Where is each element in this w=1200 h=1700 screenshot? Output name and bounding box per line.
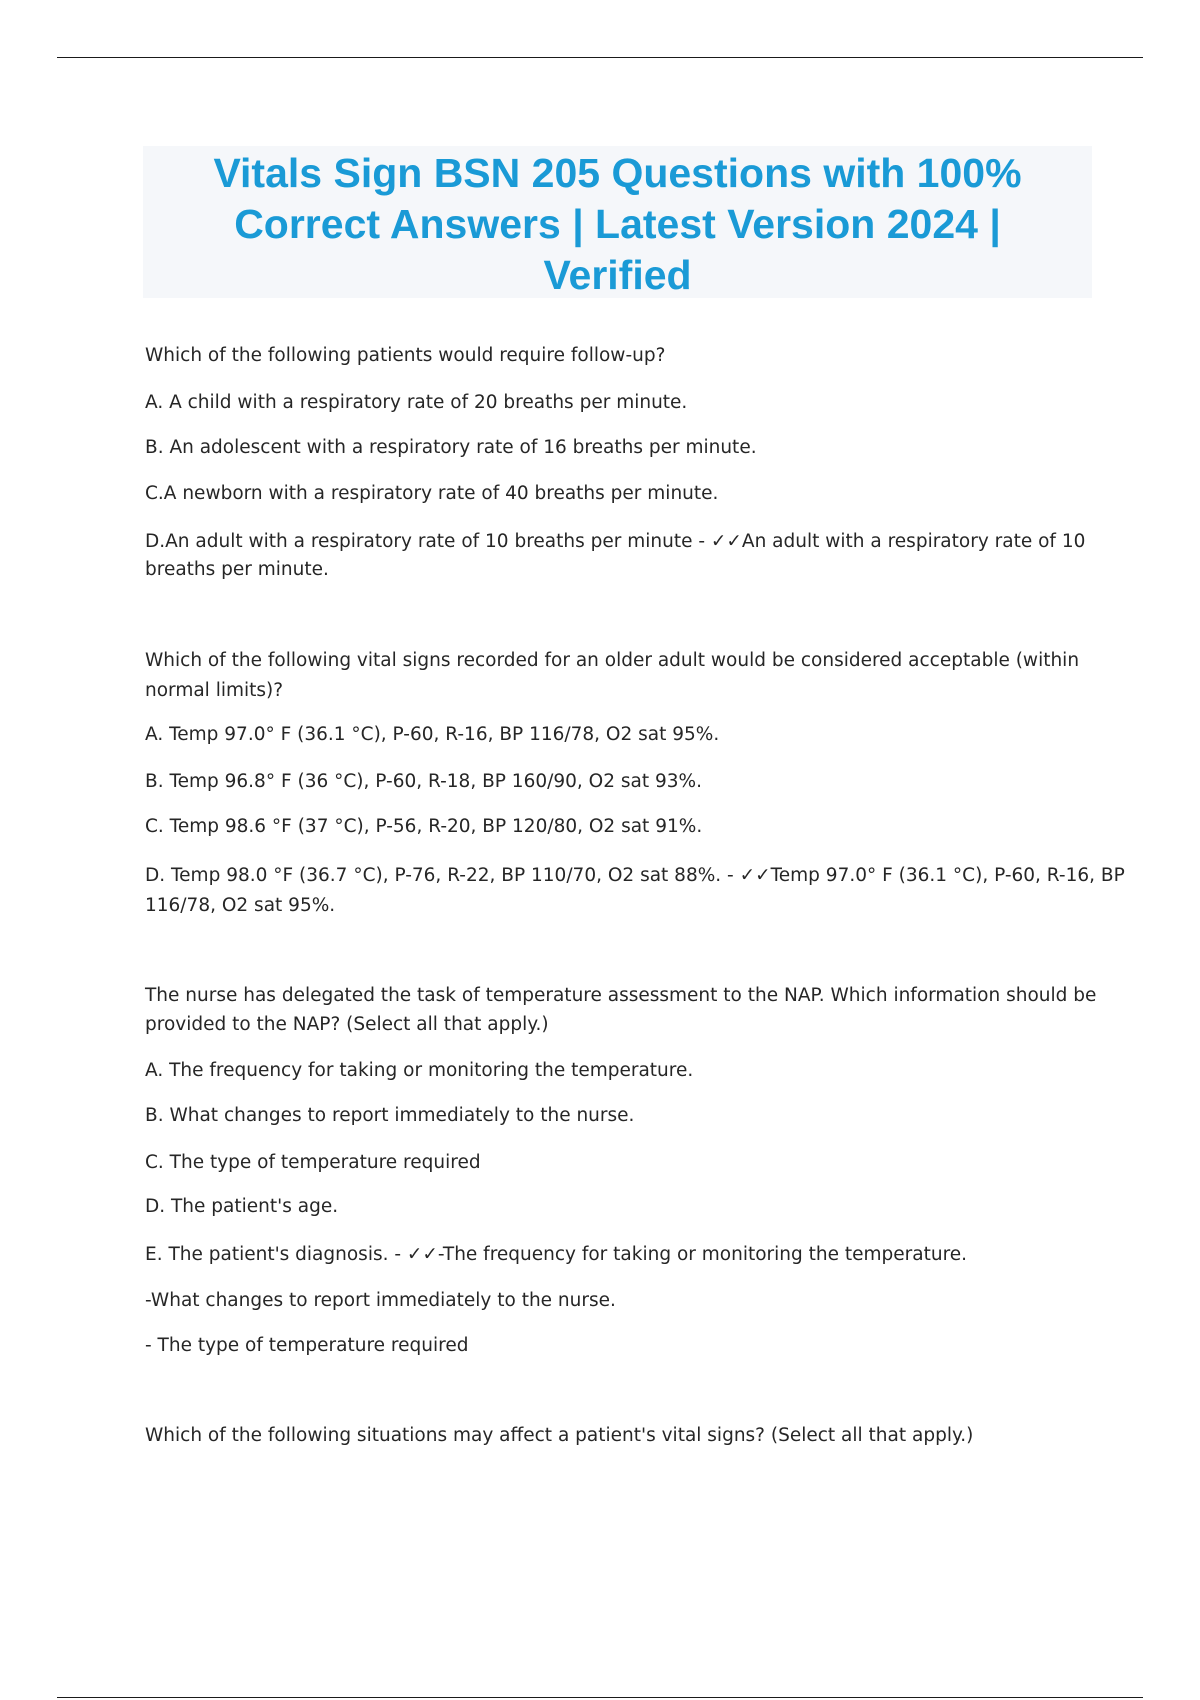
question-2-option-c: C. Temp 98.6 °F (37 °C), P-56, R-20, BP 120/80, O2 sat 91%. <box>145 816 703 837</box>
question-2-option-b: B. Temp 96.8° F (36 °C), P-60, R-18, BP 160/90, O2 sat 93%. <box>145 771 702 792</box>
question-1-option-c: C.A newborn with a respiratory rate of 40 breaths per minute. <box>145 483 719 504</box>
question-3-option-b: B. What changes to report immediately to the nurse. <box>145 1105 635 1126</box>
question-3-answer-item-3: - The type of temperature required <box>145 1335 469 1356</box>
question-3-answer-item-2: -What changes to report immediately to the nurse. <box>145 1290 616 1311</box>
question-1-option-b: B. An adolescent with a respiratory rate of 16 breaths per minute. <box>145 437 757 458</box>
question-2-text-line-2: normal limits)? <box>145 680 284 701</box>
question-3-text-line-1: The nurse has delegated the task of temperature assessment to the NAP. Which information should be <box>145 985 1097 1006</box>
document-title-line-3: Verified <box>543 252 692 298</box>
question-3-text-line-2: provided to the NAP? (Select all that apply.) <box>145 1014 549 1035</box>
question-2-option-d-with-answer: D. Temp 98.0 °F (36.7 °C), P-76, R-22, BP 110/70, O2 sat 88%. - ✓✓Temp 97.0° F (36.1 °C), P-60, R-16, BP <box>145 865 1125 886</box>
question-4-text: Which of the following situations may affect a patient's vital signs? (Select all that apply.) <box>145 1425 974 1446</box>
question-2-text-line-1: Which of the following vital signs recorded for an older adult would be considered acceptable (within <box>145 650 1080 671</box>
question-1-option-a: A. A child with a respiratory rate of 20 breaths per minute. <box>145 392 688 413</box>
question-3-option-c: C. The type of temperature required <box>145 1152 481 1173</box>
question-2-answer-continued: 116/78, O2 sat 95%. <box>145 895 336 916</box>
question-3-option-d: D. The patient's age. <box>145 1196 339 1217</box>
document-title-line-1: Vitals Sign BSN 205 Questions with 100% <box>213 150 1022 196</box>
document-title-banner <box>143 146 1092 298</box>
document-title-line-2: Correct Answers | Latest Version 2024 | <box>234 201 1001 247</box>
question-1-text: Which of the following patients would require follow-up? <box>145 345 666 366</box>
question-1-option-d-with-answer: D.An adult with a respiratory rate of 10 breaths per minute - ✓✓An adult with a respiratory rate of 10 <box>145 531 1086 552</box>
question-2-option-a: A. Temp 97.0° F (36.1 °C), P-60, R-16, BP 116/78, O2 sat 95%. <box>145 724 720 745</box>
header-rule <box>57 57 1143 58</box>
question-3-option-e-with-answer: E. The patient's diagnosis. - ✓✓-The frequency for taking or monitoring the temperature. <box>145 1244 968 1265</box>
question-3-option-a: A. The frequency for taking or monitoring the temperature. <box>145 1060 694 1081</box>
footer-rule <box>57 1697 1143 1698</box>
question-1-answer-continued: breaths per minute. <box>145 559 329 580</box>
